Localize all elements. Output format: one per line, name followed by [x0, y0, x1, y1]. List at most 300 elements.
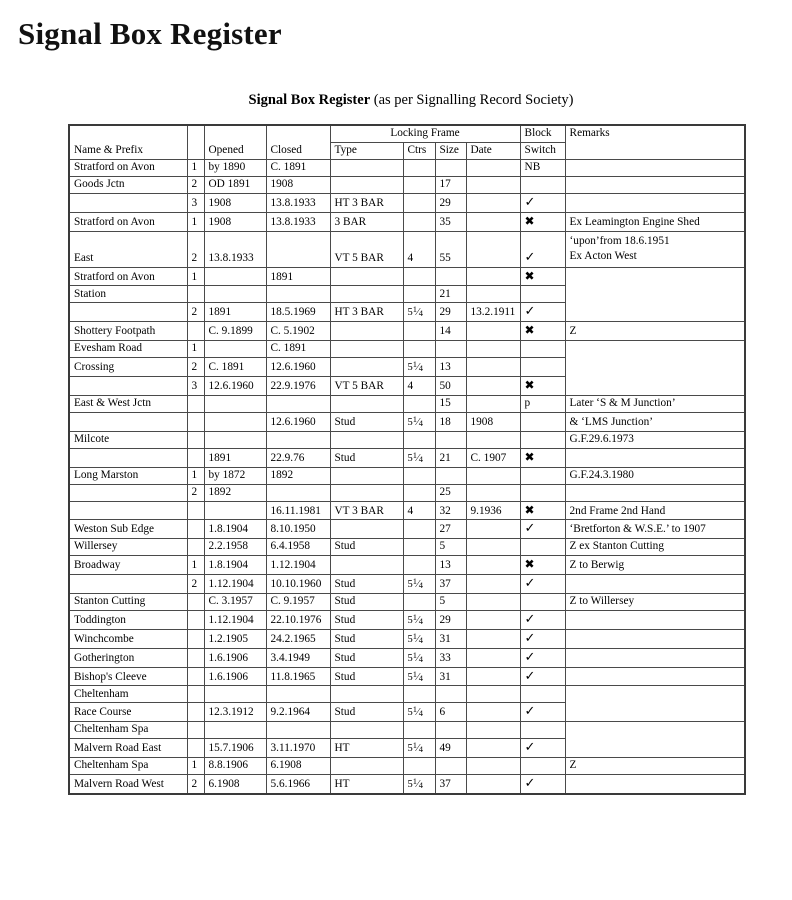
- cell-opened: [204, 686, 266, 703]
- cell-closed: C. 9.1957: [266, 593, 330, 610]
- cell-block-switch: [520, 501, 565, 520]
- cell-frame-date: [466, 520, 520, 539]
- cell-frame-date: [466, 431, 520, 448]
- cell-block-switch: [520, 341, 565, 358]
- table-row: [69, 686, 745, 703]
- cell-number: [187, 593, 204, 610]
- cell-frame-ctrs: [403, 593, 435, 610]
- cell-frame-ctrs: [403, 286, 435, 303]
- cell-number: [187, 686, 204, 703]
- cell-number: 3: [187, 376, 204, 395]
- cell-frame-date: [466, 395, 520, 412]
- cell-frame-date: [466, 593, 520, 610]
- cell-opened: [204, 431, 266, 448]
- cell-frame-ctrs: [403, 267, 435, 286]
- cell-name: Stratford on Avon: [69, 267, 187, 286]
- cell-closed: [266, 686, 330, 703]
- cell-number: 1: [187, 160, 204, 177]
- cell-opened: [204, 722, 266, 739]
- cell-opened: OD 1891: [204, 177, 266, 194]
- cell-number: [187, 286, 204, 303]
- cell-closed: C. 1891: [266, 160, 330, 177]
- cell-closed: 11.8.1965: [266, 667, 330, 686]
- cell-block-switch: [520, 232, 565, 268]
- cell-opened: 1891: [204, 448, 266, 467]
- cell-opened: 15.7.1906: [204, 739, 266, 758]
- cell-remarks: [565, 610, 745, 629]
- cell-frame-ctrs: [403, 722, 435, 739]
- cell-closed: 22.10.1976: [266, 610, 330, 629]
- cell-block-switch: [520, 686, 565, 703]
- cell-frame-ctrs: [403, 341, 435, 358]
- cell-frame-size: 15: [435, 395, 466, 412]
- cell-opened: 12.3.1912: [204, 703, 266, 722]
- cell-number: [187, 722, 204, 739]
- cell-block-switch: [520, 358, 565, 377]
- cell-opened: [204, 267, 266, 286]
- cell-frame-type: [330, 358, 403, 377]
- cell-name: Long Marston: [69, 467, 187, 484]
- tick-icon: ✓: [524, 704, 536, 720]
- cell-frame-type: VT 5 BAR: [330, 376, 403, 395]
- cell-frame-ctrs: [403, 539, 435, 556]
- cell-frame-ctrs: [403, 520, 435, 539]
- cell-frame-type: Stud: [330, 703, 403, 722]
- cell-block-switch: [520, 267, 565, 286]
- cell-frame-type: Stud: [330, 593, 403, 610]
- cell-frame-date: [466, 232, 520, 268]
- cell-block-switch: [520, 722, 565, 739]
- cell-opened: by 1872: [204, 467, 266, 484]
- col-header-locking-frame: Locking Frame: [330, 125, 520, 142]
- cell-closed: [266, 286, 330, 303]
- cell-frame-type: Stud: [330, 412, 403, 431]
- cell-opened: 1908: [204, 194, 266, 213]
- cell-opened: 1.8.1904: [204, 556, 266, 575]
- cell-frame-size: 32: [435, 501, 466, 520]
- cell-opened: [204, 341, 266, 358]
- cell-frame-size: 17: [435, 177, 466, 194]
- cell-closed: [266, 395, 330, 412]
- cell-frame-size: 29: [435, 194, 466, 213]
- cell-remarks: [565, 267, 745, 322]
- cell-closed: 13.8.1933: [266, 213, 330, 232]
- cell-closed: 5.6.1966: [266, 775, 330, 794]
- cell-block-switch: [520, 556, 565, 575]
- cell-number: 2: [187, 484, 204, 501]
- cell-frame-ctrs: [403, 194, 435, 213]
- cell-number: 1: [187, 213, 204, 232]
- cell-opened: 6.1908: [204, 775, 266, 794]
- cell-block-switch: [520, 739, 565, 758]
- cell-frame-date: [466, 775, 520, 794]
- cell-name: East: [69, 232, 187, 268]
- cell-name: Goods Jctn: [69, 177, 187, 194]
- cell-number: 2: [187, 575, 204, 594]
- cell-name: [69, 501, 187, 520]
- cell-frame-ctrs: 4: [403, 232, 435, 268]
- cell-frame-type: [330, 267, 403, 286]
- cell-remarks: [565, 448, 745, 467]
- cell-closed: [266, 232, 330, 268]
- cell-frame-ctrs: [403, 213, 435, 232]
- table-row: [69, 484, 745, 501]
- cell-block-switch: [520, 703, 565, 722]
- cell-block-switch: [520, 575, 565, 594]
- cell-frame-size: 37: [435, 775, 466, 794]
- cell-frame-size: 13: [435, 358, 466, 377]
- tick-icon: ✓: [524, 668, 536, 684]
- cell-name: Gotherington: [69, 648, 187, 667]
- cell-frame-date: [466, 286, 520, 303]
- cell-name: Stratford on Avon: [69, 160, 187, 177]
- col-header-remarks: Remarks: [565, 125, 745, 159]
- cell-frame-type: HT 3 BAR: [330, 194, 403, 213]
- cross-icon: ✖: [524, 323, 535, 338]
- cell-number: [187, 412, 204, 431]
- cell-opened: 1.6.1906: [204, 648, 266, 667]
- table-row: [69, 160, 745, 177]
- cell-frame-date: [466, 267, 520, 286]
- cell-frame-type: [330, 686, 403, 703]
- table-row: [69, 556, 745, 575]
- table-body: [69, 160, 745, 794]
- cell-frame-size: [435, 160, 466, 177]
- cell-name: Evesham Road: [69, 341, 187, 358]
- cell-frame-ctrs: [403, 686, 435, 703]
- cell-opened: 1.12.1904: [204, 575, 266, 594]
- cell-closed: 1908: [266, 177, 330, 194]
- cell-remarks: [565, 484, 745, 501]
- cell-opened: 13.8.1933: [204, 232, 266, 268]
- cell-number: 2: [187, 775, 204, 794]
- cell-frame-type: Stud: [330, 575, 403, 594]
- signal-box-register-table: [68, 124, 746, 794]
- cell-frame-ctrs: [403, 467, 435, 484]
- cell-frame-date: C. 1907: [466, 448, 520, 467]
- cell-remarks: [565, 160, 745, 177]
- cell-name: East & West Jctn: [69, 395, 187, 412]
- table-row: [69, 520, 745, 539]
- cell-name: [69, 376, 187, 395]
- cell-remarks: Z: [565, 758, 745, 775]
- cross-icon: ✖: [524, 268, 535, 283]
- cell-remarks: [565, 667, 745, 686]
- cell-remarks: G.F.24.3.1980: [565, 467, 745, 484]
- cell-remarks: Z: [565, 322, 745, 341]
- cell-frame-type: [330, 467, 403, 484]
- cell-closed: [266, 484, 330, 501]
- cell-frame-size: 31: [435, 629, 466, 648]
- cell-frame-date: 1908: [466, 412, 520, 431]
- cell-name: Toddington: [69, 610, 187, 629]
- cell-frame-ctrs: $5^1⁄_4$: [403, 303, 435, 322]
- cross-icon: ✖: [524, 449, 535, 464]
- cell-remarks: G.F.29.6.1973: [565, 431, 745, 448]
- cell-remarks: [565, 775, 745, 794]
- cell-frame-type: VT 5 BAR: [330, 232, 403, 268]
- cell-frame-date: [466, 703, 520, 722]
- tick-icon: ✓: [524, 611, 536, 627]
- cell-remarks: [565, 177, 745, 194]
- table-caption: [0, 92, 792, 109]
- cell-closed: 9.2.1964: [266, 703, 330, 722]
- cell-frame-type: [330, 160, 403, 177]
- cell-frame-date: [466, 358, 520, 377]
- cell-block-switch: [520, 610, 565, 629]
- cell-number: [187, 648, 204, 667]
- tick-icon: ✓: [524, 249, 536, 265]
- cell-frame-type: [330, 722, 403, 739]
- cell-frame-size: 14: [435, 322, 466, 341]
- cell-remarks: [565, 575, 745, 594]
- cell-frame-type: VT 3 BAR: [330, 501, 403, 520]
- cell-number: [187, 501, 204, 520]
- cell-block-switch: [520, 758, 565, 775]
- cell-name: Race Course: [69, 703, 187, 722]
- cross-icon: ✖: [524, 214, 535, 229]
- table-row: [69, 213, 745, 232]
- cell-closed: C. 5.1902: [266, 322, 330, 341]
- cell-name: Cheltenham Spa: [69, 722, 187, 739]
- cell-closed: 1.12.1904: [266, 556, 330, 575]
- cell-name: Shottery Footpath: [69, 322, 187, 341]
- cell-number: [187, 629, 204, 648]
- cell-frame-size: [435, 341, 466, 358]
- cell-frame-type: [330, 758, 403, 775]
- cell-number: 1: [187, 556, 204, 575]
- cell-name: [69, 303, 187, 322]
- cell-number: 1: [187, 341, 204, 358]
- cell-name: Weston Sub Edge: [69, 520, 187, 539]
- cell-frame-type: HT: [330, 775, 403, 794]
- cell-closed: 10.10.1960: [266, 575, 330, 594]
- header-row-top: [69, 125, 745, 142]
- cell-opened: 1891: [204, 303, 266, 322]
- col-header-type: Type: [330, 143, 403, 160]
- cell-opened: C. 9.1899: [204, 322, 266, 341]
- cell-block-switch: [520, 520, 565, 539]
- cell-frame-date: [466, 160, 520, 177]
- table-row: [69, 629, 745, 648]
- cell-name: Milcote: [69, 431, 187, 448]
- cell-number: [187, 539, 204, 556]
- table-row: [69, 267, 745, 286]
- cell-frame-type: HT 3 BAR: [330, 303, 403, 322]
- tick-icon: ✓: [524, 740, 536, 756]
- cell-closed: 12.6.1960: [266, 412, 330, 431]
- cell-frame-date: [466, 686, 520, 703]
- cell-name: Winchcombe: [69, 629, 187, 648]
- cell-block-switch: [520, 303, 565, 322]
- cell-opened: C. 3.1957: [204, 593, 266, 610]
- cell-closed: 8.10.1950: [266, 520, 330, 539]
- cell-remarks: Z to Berwig: [565, 556, 745, 575]
- cell-frame-date: [466, 376, 520, 395]
- cell-frame-type: [330, 520, 403, 539]
- cell-remarks: ‘upon’from 18.6.1951 Ex Acton West: [565, 232, 745, 268]
- table-row: [69, 194, 745, 213]
- cell-remarks: [565, 194, 745, 213]
- cell-frame-date: [466, 648, 520, 667]
- table-row: [69, 467, 745, 484]
- cell-closed: 12.6.1960: [266, 358, 330, 377]
- cell-block-switch: [520, 194, 565, 213]
- cell-frame-type: [330, 431, 403, 448]
- cell-closed: 18.5.1969: [266, 303, 330, 322]
- cell-frame-size: [435, 467, 466, 484]
- cell-name: Malvern Road East: [69, 739, 187, 758]
- col-header-name: Name & Prefix: [69, 125, 187, 159]
- cell-opened: 1.6.1906: [204, 667, 266, 686]
- cell-frame-type: Stud: [330, 667, 403, 686]
- cell-opened: 1892: [204, 484, 266, 501]
- cell-frame-ctrs: $5^1⁄_4$: [403, 358, 435, 377]
- cell-frame-date: [466, 322, 520, 341]
- cell-frame-size: [435, 431, 466, 448]
- cell-number: [187, 667, 204, 686]
- cell-remarks: 2nd Frame 2nd Hand: [565, 501, 745, 520]
- cell-frame-ctrs: $5^1⁄_4$: [403, 667, 435, 686]
- cell-name: Malvern Road West: [69, 775, 187, 794]
- register-table-wrapper: [68, 124, 744, 794]
- cell-number: [187, 703, 204, 722]
- cell-block-switch: [520, 322, 565, 341]
- cell-frame-size: 37: [435, 575, 466, 594]
- cell-frame-size: 18: [435, 412, 466, 431]
- cell-frame-date: [466, 539, 520, 556]
- cell-frame-date: [466, 758, 520, 775]
- table-caption-rest: (as per Signalling Record Society): [370, 92, 574, 109]
- table-row: [69, 648, 745, 667]
- cell-remarks: [565, 629, 745, 648]
- tick-icon: ✓: [524, 195, 536, 211]
- cell-closed: 6.4.1958: [266, 539, 330, 556]
- tick-icon: ✓: [524, 776, 536, 792]
- cell-remarks: & ‘LMS Junction’: [565, 412, 745, 431]
- tick-icon: ✓: [524, 521, 536, 537]
- cell-closed: 3.4.1949: [266, 648, 330, 667]
- table-row: [69, 758, 745, 775]
- cell-closed: 22.9.76: [266, 448, 330, 467]
- cross-icon: ✖: [524, 502, 535, 517]
- cell-frame-date: [466, 575, 520, 594]
- cell-block-switch: [520, 213, 565, 232]
- cell-frame-size: [435, 267, 466, 286]
- tick-icon: ✓: [524, 630, 536, 646]
- cell-opened: 2.2.1958: [204, 539, 266, 556]
- table-row: [69, 667, 745, 686]
- table-row: [69, 610, 745, 629]
- cell-frame-type: Stud: [330, 629, 403, 648]
- cell-frame-size: 6: [435, 703, 466, 722]
- cell-frame-type: [330, 341, 403, 358]
- cell-name: [69, 484, 187, 501]
- cell-frame-type: [330, 177, 403, 194]
- cell-closed: [266, 722, 330, 739]
- cell-remarks: Later ‘S & M Junction’: [565, 395, 745, 412]
- cell-name: Cheltenham: [69, 686, 187, 703]
- cell-closed: 1892: [266, 467, 330, 484]
- cell-frame-type: [330, 286, 403, 303]
- cell-number: [187, 395, 204, 412]
- cell-frame-type: Stud: [330, 539, 403, 556]
- cell-frame-size: 49: [435, 739, 466, 758]
- cell-frame-size: [435, 686, 466, 703]
- cell-block-switch: [520, 775, 565, 794]
- cell-frame-date: 13.2.1911: [466, 303, 520, 322]
- cell-frame-ctrs: [403, 556, 435, 575]
- cell-frame-date: [466, 213, 520, 232]
- cell-opened: 1908: [204, 213, 266, 232]
- cell-frame-ctrs: [403, 758, 435, 775]
- cell-closed: C. 1891: [266, 341, 330, 358]
- cell-name: Station: [69, 286, 187, 303]
- cell-name: Broadway: [69, 556, 187, 575]
- cell-frame-type: [330, 322, 403, 341]
- cell-frame-ctrs: [403, 322, 435, 341]
- cell-block-switch: [520, 412, 565, 431]
- cell-frame-date: [466, 667, 520, 686]
- cell-frame-ctrs: $5^1⁄_4$: [403, 775, 435, 794]
- cell-block-switch: [520, 593, 565, 610]
- cell-frame-type: [330, 556, 403, 575]
- cell-block-switch: [520, 177, 565, 194]
- cell-name: Stanton Cutting: [69, 593, 187, 610]
- table-row: [69, 431, 745, 448]
- cell-frame-type: [330, 395, 403, 412]
- table-row: [69, 593, 745, 610]
- cell-number: 1: [187, 758, 204, 775]
- cell-remarks: [565, 341, 745, 396]
- cell-opened: 1.8.1904: [204, 520, 266, 539]
- cell-number: [187, 610, 204, 629]
- col-header-num: [187, 125, 204, 159]
- cell-frame-ctrs: [403, 177, 435, 194]
- cell-opened: by 1890: [204, 160, 266, 177]
- cell-name: Stratford on Avon: [69, 213, 187, 232]
- cell-block-switch: NB: [520, 160, 565, 177]
- cell-frame-date: [466, 739, 520, 758]
- cell-frame-ctrs: $5^1⁄_4$: [403, 703, 435, 722]
- table-caption-strong: Signal Box Register: [248, 92, 371, 109]
- cell-block-switch: [520, 667, 565, 686]
- cell-closed: [266, 431, 330, 448]
- cell-remarks: [565, 648, 745, 667]
- cell-frame-ctrs: 4: [403, 501, 435, 520]
- col-header-closed: Closed: [266, 125, 330, 159]
- table-row: [69, 722, 745, 739]
- col-header-opened: Opened: [204, 125, 266, 159]
- cell-number: [187, 739, 204, 758]
- cell-frame-ctrs: $5^1⁄_4$: [403, 412, 435, 431]
- cell-block-switch: [520, 431, 565, 448]
- cell-frame-date: 9.1936: [466, 501, 520, 520]
- cell-frame-date: [466, 556, 520, 575]
- cell-frame-size: [435, 722, 466, 739]
- cell-frame-ctrs: [403, 484, 435, 501]
- cell-closed: 13.8.1933: [266, 194, 330, 213]
- cell-frame-size: 21: [435, 286, 466, 303]
- cell-block-switch: p: [520, 395, 565, 412]
- cell-remarks: [565, 686, 745, 722]
- cell-closed: 6.1908: [266, 758, 330, 775]
- cell-frame-ctrs: $5^1⁄_4$: [403, 448, 435, 467]
- cell-remarks: Z ex Stanton Cutting: [565, 539, 745, 556]
- cell-frame-size: 5: [435, 539, 466, 556]
- cell-name: Bishop's Cleeve: [69, 667, 187, 686]
- cell-number: [187, 431, 204, 448]
